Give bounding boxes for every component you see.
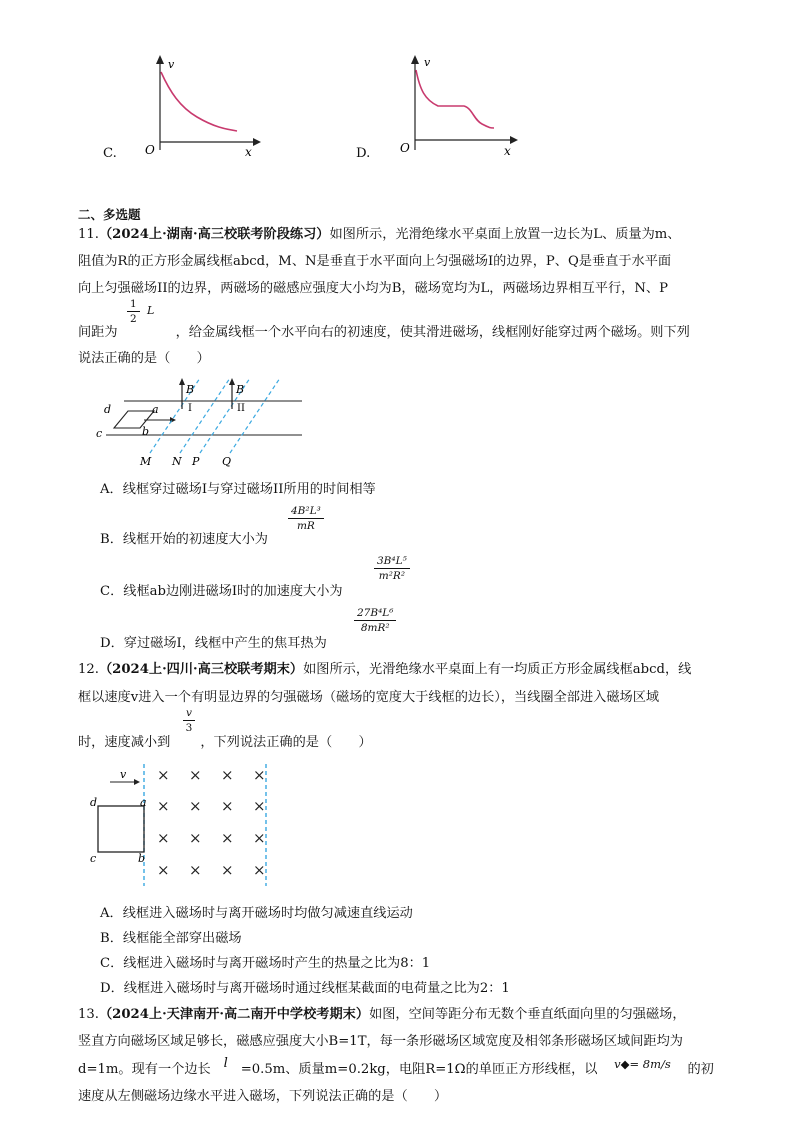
section-title: 二、多选题 (78, 207, 141, 222)
svg-text:v: v (120, 768, 127, 781)
svg-text:d: d (104, 403, 112, 416)
q13-line4: 速度从左侧磁场边缘水平进入磁场，下列说法正确的是（ ） (78, 1089, 448, 1104)
magnetic-field-cross: × (253, 861, 266, 879)
q11-option-a[interactable]: A．线框穿过磁场I与穿过磁场II所用的时间相等 (100, 482, 376, 497)
svg-text:II: II (237, 403, 245, 414)
magnetic-field-cross: × (157, 829, 170, 847)
svg-text:P: P (192, 455, 200, 468)
q12-option-c[interactable]: C．线框进入磁场时与离开磁场时产生的热量之比为8：1 (100, 956, 431, 971)
magnetic-field-cross: × (221, 797, 234, 815)
svg-text:a: a (140, 796, 147, 809)
q11-fraction-var: L (147, 304, 155, 317)
magnetic-field-cross: × (253, 829, 266, 847)
q11-line2: 阻值为R的正方形金属线框abcd，M、N是垂直于水平面向上匀强磁场I的边界，P、Q是垂直于水平面 (78, 254, 672, 269)
q11-fraction-half-l: $\frac{1}{2}$ (127, 298, 140, 325)
graph-d (380, 52, 530, 160)
graph-d-origin: O (400, 141, 410, 155)
q11-figure (92, 373, 312, 471)
svg-text:Q: Q (222, 455, 232, 468)
svg-text:B: B (236, 383, 245, 396)
q11-line5: 说法正确的是（ ） (78, 351, 210, 366)
q11-line1: 11.（2024上·湖南·高三校联考阶段练习）如图所示，光滑绝缘水平桌面上放置一边长为L、质量为m、 (78, 227, 681, 242)
q11-line4: 间距为 ，给金属线框一个水平向右的初速度，使其滑进磁场，线框刚好能穿过两个磁场。则下列 (78, 325, 690, 340)
q11-option-c-formula: $\frac{\text{3B⁴L⁵}}{\text{m²R²}}$ (374, 555, 410, 582)
graph-c (125, 52, 265, 160)
svg-text:a: a (152, 403, 159, 416)
option-c-label: C. (103, 146, 117, 161)
magnetic-field-cross: × (221, 829, 234, 847)
q12-figure (88, 762, 278, 892)
svg-text:d: d (90, 796, 98, 809)
option-d-label: D. (356, 146, 371, 161)
q13-line1: 13.（2024上·天津南开·高二南开中学校考期末）如图，空间等距分布无数个垂直纸面向里的匀强磁场， (78, 1007, 686, 1022)
q13-line2: 竖直方向磁场区域足够长，磁感应强度大小B=1T，每一条形磁场区域宽度及相邻条形磁场区域间距均为 (78, 1034, 683, 1049)
svg-text:N: N (172, 455, 182, 468)
q12-line2: 框以速度v进入一个有明显边界的匀强磁场（磁场的宽度大于线框的边长），当线圈全部进入磁场区域 (78, 690, 660, 705)
q12-option-d[interactable]: D．线框进入磁场时与离开磁场时通过线框某截面的电荷量之比为2：1 (100, 981, 510, 996)
magnetic-field-cross: × (253, 766, 266, 784)
q12-line3: 时，速度减小到 ，下列说法正确的是（ ） (78, 735, 372, 750)
magnetic-field-cross: × (189, 861, 202, 879)
magnetic-field-cross: × (157, 861, 170, 879)
svg-text:M: M (140, 455, 152, 468)
q11-option-d-formula: $\frac{\text{27B⁴L⁶}}{\text{8mR²}}$ (354, 607, 396, 634)
q12-line1: 12.（2024上·四川·高三校联考期末）如图所示，光滑绝缘水平桌面上有一均质正方形金属线框abcd，线 (78, 662, 692, 677)
graph-c-origin: O (145, 143, 155, 157)
magnetic-field-cross: × (221, 766, 234, 784)
graph-c-v: v (168, 58, 175, 71)
magnetic-field-cross: × (157, 797, 170, 815)
graph-d-v: v (424, 56, 431, 69)
svg-text:B: B (186, 383, 195, 396)
q11-option-b-formula: $\frac{\text{4B²L³}}{mR}$ (288, 505, 324, 532)
svg-text:I: I (188, 403, 192, 414)
q13-line3: d=1m。现有一个边长 l =0.5m、质量m=0.2kg，电阻R=1Ω的单匝正方形线框，以 v◆= 8m/s 的初 (78, 1056, 714, 1077)
magnetic-field-cross: × (157, 766, 170, 784)
magnetic-field-cross: × (189, 829, 202, 847)
q12-fraction-v-third: $\frac{v}{3}$ (183, 707, 195, 734)
magnetic-field-cross: × (221, 861, 234, 879)
svg-text:b: b (138, 852, 146, 865)
q12-option-a[interactable]: A．线框进入磁场时与离开磁场时均做匀减速直线运动 (100, 906, 413, 921)
svg-text:c: c (90, 852, 97, 865)
q11-option-b[interactable]: B．线框开始的初速度大小为 (100, 532, 268, 547)
q11-option-c[interactable]: C．线框ab边刚进磁场I时的加速度大小为 (100, 584, 343, 599)
svg-text:c: c (96, 427, 103, 440)
q11-option-d[interactable]: D．穿过磁场I，线框中产生的焦耳热为 (100, 636, 327, 651)
graph-d-x: x (504, 144, 511, 158)
graph-c-x: x (245, 145, 252, 159)
magnetic-field-cross: × (189, 766, 202, 784)
magnetic-field-cross: × (253, 797, 266, 815)
svg-text:b: b (142, 425, 150, 438)
q11-line3: 向上匀强磁场II的边界，两磁场的磁感应强度大小均为B，磁场宽均为L，两磁场边界相互平行，N、P (78, 281, 668, 296)
magnetic-field-cross: × (189, 797, 202, 815)
q12-option-b[interactable]: B．线框能全部穿出磁场 (100, 931, 242, 946)
